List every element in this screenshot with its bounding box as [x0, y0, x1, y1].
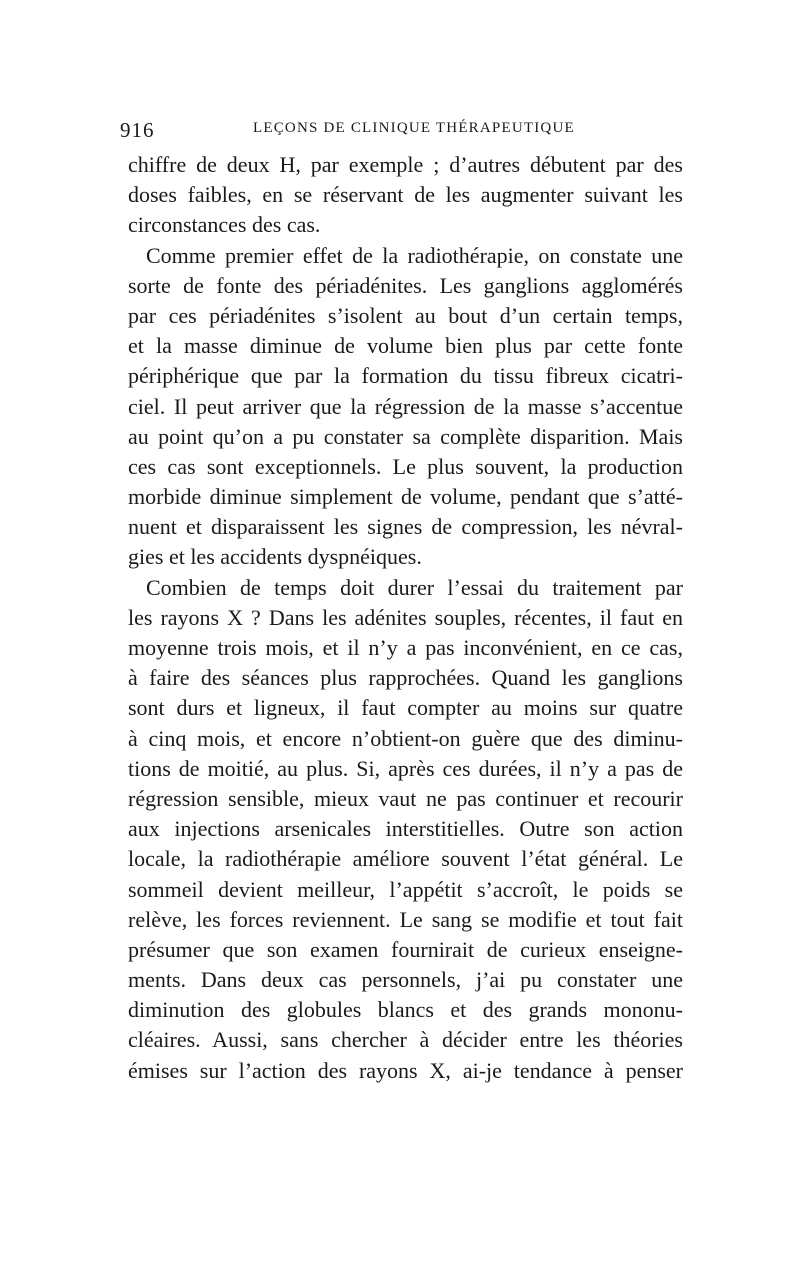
text-line: à faire des séances plus rapprochées. Quand les ganglions	[128, 665, 683, 691]
text-line: tions de moitié, au plus. Si, après ces durées, il n’y a pas de	[128, 755, 683, 781]
text-line: nuent et disparaissent les signes de compression, les névral-	[128, 514, 683, 540]
text-line: chiffre de deux H, par exemple ; d’autres débutent par des	[128, 152, 683, 177]
text-line: à cinq mois, et encore n’obtient-on guère que des diminu-	[128, 725, 683, 751]
text-line: les rayons X ? Dans les adénites souples, récentes, il faut en	[128, 604, 683, 630]
text-line: émises sur l’action des rayons X, ai-je tendance à penser	[128, 1057, 683, 1083]
text-line: relève, les forces reviennent. Le sang se modifie et tout fait	[128, 906, 683, 932]
text-line: sont durs et ligneux, il faut compter au moins sur quatre	[128, 695, 683, 721]
text-line: régression sensible, mieux vaut ne pas continuer et recourir	[128, 785, 683, 811]
running-head	[120, 118, 680, 142]
text-line: ciel. Il peut arriver que la régression de la masse s’accentue	[128, 393, 683, 419]
running-title: LEÇONS DE CLINIQUE THÉRAPEUTIQUE	[253, 120, 575, 136]
text-line: sommeil devient meilleur, l’appétit s’accroît, le poids se	[128, 876, 683, 902]
text-line: moyenne trois mois, et il n’y a pas inconvénient, en ce cas,	[128, 635, 683, 660]
text-line: aux injections arsenicales interstitielles. Outre son action	[128, 816, 683, 842]
text-line: périphérique que par la formation du tissu fibreux cicatri-	[128, 363, 683, 389]
text-line: présumer que son examen fournirait de curieux enseigne-	[128, 936, 683, 962]
text-line: circonstances des cas.	[128, 212, 321, 238]
text-line: sorte de fonte des périadénites. Les ganglions agglomérés	[128, 272, 683, 298]
text-line: cléaires. Aussi, sans chercher à décider entre les théories	[128, 1027, 683, 1053]
text-line: Comme premier effet de la radiothérapie, on constate une	[146, 242, 683, 268]
text-line: doses faibles, en se réservant de les augmenter suivant les	[128, 182, 683, 208]
text-line: ments. Dans deux cas personnels, j’ai pu constater une	[128, 967, 683, 993]
page-number: 916	[120, 118, 155, 142]
text-line: par ces périadénites s’isolent au bout d’un certain temps,	[128, 302, 683, 328]
body-text	[128, 150, 683, 1086]
text-line: diminution des globules blancs et des grands mononu-	[128, 997, 683, 1023]
text-line: et la masse diminue de volume bien plus par cette fonte	[128, 333, 683, 359]
text-line: gies et les accidents dyspnéiques.	[128, 544, 422, 570]
text-line: locale, la radiothérapie améliore souvent l’état général. Le	[128, 846, 683, 872]
text-line: morbide diminue simplement de volume, pendant que s’atté-	[128, 484, 683, 510]
text-line: ces cas sont exceptionnels. Le plus souvent, la production	[128, 453, 683, 479]
text-line: Combien de temps doit durer l’essai du traitement par	[146, 574, 683, 600]
text-line: au point qu’on a pu constater sa complète disparition. Mais	[128, 423, 683, 449]
